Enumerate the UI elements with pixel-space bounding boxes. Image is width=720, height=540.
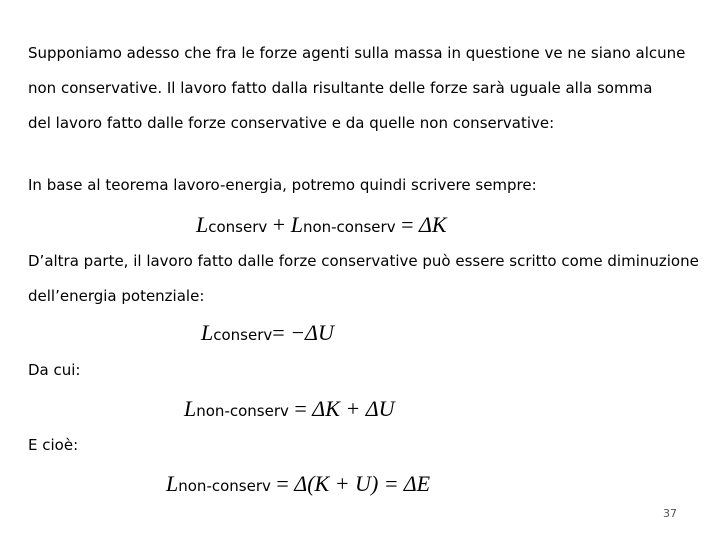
paragraph3-line2: dell’energia potenziale: <box>28 287 205 305</box>
eq1-rhs: ΔK <box>419 212 447 237</box>
eq4-equals: = <box>276 471 289 496</box>
equation-mechanical-energy <box>166 471 430 499</box>
eq2-sub: conserv <box>213 326 273 344</box>
eq3-rhs: ΔK + ΔU <box>312 396 395 421</box>
label-da-cui: Da cui: <box>28 361 81 379</box>
eq2-L: L <box>201 320 214 345</box>
paragraph1-line2: non conservative. Il lavoro fatto dalla risultante delle forze sarà uguale alla somma <box>28 79 653 97</box>
equation-nonconservative-work <box>184 396 395 424</box>
eq1-L1: L <box>196 212 209 237</box>
paragraph3-line1: D’altra parte, il lavoro fatto dalle forze conservative può essere scritto come diminuzione <box>28 252 699 270</box>
eq2-equals: = <box>272 320 285 345</box>
equation-work-sum <box>196 212 447 240</box>
eq2-rhs: −ΔU <box>290 320 334 345</box>
eq1-sub2: non-conserv <box>302 218 396 236</box>
eq1-equals: = <box>401 212 414 237</box>
eq4-sub: non-conserv <box>178 477 271 495</box>
paragraph1-line3: del lavoro fatto dalle forze conservative e da quelle non conservative: <box>28 114 555 132</box>
label-e-cioe: E cioè: <box>28 436 79 454</box>
eq1-plus: + <box>272 212 286 237</box>
eq1-sub1: conserv <box>208 218 268 236</box>
equation-conservative-work <box>201 320 334 348</box>
eq4-rhs: Δ(K + U) = ΔE <box>294 471 431 496</box>
page-number: 37 <box>663 507 677 520</box>
paragraph2: In base al teorema lavoro-energia, potremo quindi scrivere sempre: <box>28 176 537 194</box>
eq3-sub: non-conserv <box>196 402 289 420</box>
eq4-L: L <box>166 471 179 496</box>
eq3-L: L <box>184 396 197 421</box>
eq3-equals: = <box>294 396 307 421</box>
paragraph1-line1: Supponiamo adesso che fra le forze agenti sulla massa in questione ve ne siano alcune <box>28 44 686 62</box>
eq1-L2: L <box>290 212 303 237</box>
